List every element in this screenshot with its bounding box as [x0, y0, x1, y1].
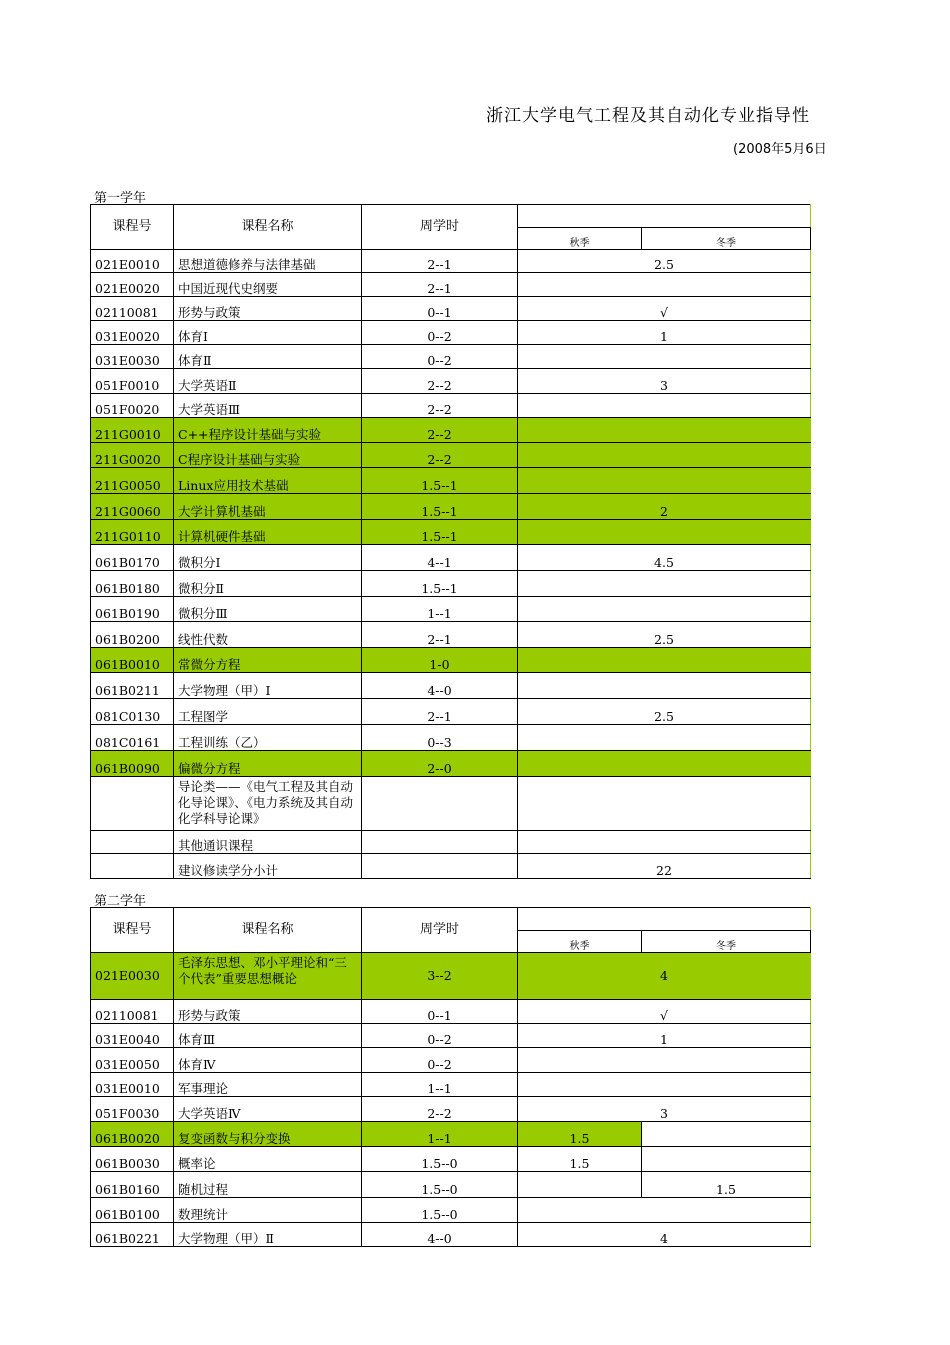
weekly-hours: 1--1 [362, 597, 518, 622]
course-name: 导论类——《电气工程及其自动化导论课》、《电力系统及其自动化学科导论课》 [174, 777, 362, 831]
credit [518, 443, 811, 468]
table-row [91, 1172, 811, 1198]
course-code: 021E0020 [91, 273, 174, 297]
course-name: 体育Ⅲ [174, 1024, 362, 1048]
table-row [91, 394, 811, 418]
header-semester [518, 205, 811, 228]
credit [518, 520, 811, 545]
year2-label: 第二学年 [94, 894, 147, 909]
course-name: 微积分Ⅱ [174, 571, 362, 597]
course-name: 形势与政策 [174, 297, 362, 321]
course-code: 061B0180 [91, 571, 174, 597]
credit-autumn [518, 1172, 642, 1198]
weekly-hours: 2--2 [362, 1097, 518, 1122]
course-code: 051F0020 [91, 394, 174, 418]
weekly-hours: 3--2 [362, 953, 518, 1000]
credit [518, 571, 811, 597]
credit: 4.5 [518, 545, 811, 571]
table-row [91, 468, 811, 494]
course-name: 形势与政策 [174, 1000, 362, 1024]
table-row [91, 1000, 811, 1024]
header-name: 课程名称 [174, 205, 362, 250]
credit-autumn: 1.5 [518, 1147, 642, 1172]
table-row [91, 1147, 811, 1172]
course-code: 021E0010 [91, 250, 174, 273]
credit [518, 345, 811, 369]
weekly-hours: 1--1 [362, 1122, 518, 1147]
table-row [91, 297, 811, 321]
course-name: 中国近现代史纲要 [174, 273, 362, 297]
table-row [91, 854, 811, 879]
course-name: 体育Ⅳ [174, 1048, 362, 1073]
weekly-hours [362, 831, 518, 854]
year1-table [90, 204, 811, 879]
credit: 22 [518, 854, 811, 879]
course-code: 031E0040 [91, 1024, 174, 1048]
course-code: 061B0010 [91, 648, 174, 673]
course-name: 数理统计 [174, 1198, 362, 1223]
credit-autumn: 1.5 [518, 1122, 642, 1147]
table-row [91, 831, 811, 854]
header-autumn: 秋季 [518, 227, 642, 250]
course-code: 031E0020 [91, 321, 174, 345]
date-note: (2008年5月6日 [733, 142, 827, 157]
header-hours: 周学时 [362, 908, 518, 953]
course-name: 建议修读学分小计 [174, 854, 362, 879]
credit: 2.5 [518, 699, 811, 725]
table-row [91, 1073, 811, 1097]
credit [518, 468, 811, 494]
course-name: Linux应用技术基础 [174, 468, 362, 494]
course-name: 大学计算机基础 [174, 494, 362, 520]
weekly-hours: 1.5--1 [362, 520, 518, 545]
weekly-hours: 0--1 [362, 1000, 518, 1024]
header-name: 课程名称 [174, 908, 362, 953]
course-name: 随机过程 [174, 1172, 362, 1198]
weekly-hours: 1.5--1 [362, 571, 518, 597]
header-winter: 冬季 [642, 930, 811, 953]
header-code: 课程号 [91, 908, 174, 953]
course-name: 复变函数与积分变换 [174, 1122, 362, 1147]
credit: 3 [518, 369, 811, 394]
table-row [91, 597, 811, 622]
weekly-hours: 4--0 [362, 673, 518, 699]
course-code: 031E0030 [91, 345, 174, 369]
course-name: 常微分方程 [174, 648, 362, 673]
weekly-hours: 1.5--1 [362, 494, 518, 520]
table-row [91, 1122, 811, 1147]
weekly-hours: 2--2 [362, 394, 518, 418]
table-row [91, 622, 811, 648]
course-name: 军事理论 [174, 1073, 362, 1097]
weekly-hours: 1.5--0 [362, 1147, 518, 1172]
weekly-hours: 0--1 [362, 297, 518, 321]
course-code: 061B0190 [91, 597, 174, 622]
table-row [91, 1097, 811, 1122]
table-row [91, 1048, 811, 1073]
header-row [91, 908, 811, 931]
table-row [91, 250, 811, 273]
weekly-hours: 2--2 [362, 443, 518, 468]
course-code: 211G0010 [91, 418, 174, 443]
credit-winter [642, 1147, 811, 1172]
credit [518, 831, 811, 854]
table-row [91, 1223, 811, 1247]
table-row [91, 953, 811, 1000]
course-name: 大学英语Ⅳ [174, 1097, 362, 1122]
course-name: 毛泽东思想、邓小平理论和“三个代表”重要思想概论 [174, 953, 362, 1000]
credit [518, 394, 811, 418]
course-code: 081C0130 [91, 699, 174, 725]
course-code: 051F0030 [91, 1097, 174, 1122]
course-name: 体育Ⅰ [174, 321, 362, 345]
table-row [91, 443, 811, 468]
course-code: 061B0200 [91, 622, 174, 648]
course-name: 大学物理（甲）Ⅱ [174, 1223, 362, 1247]
course-name: 概率论 [174, 1147, 362, 1172]
credit [518, 648, 811, 673]
credit [518, 673, 811, 699]
table-row [91, 494, 811, 520]
table-row [91, 321, 811, 345]
weekly-hours: 2--2 [362, 369, 518, 394]
header-row [91, 205, 811, 228]
course-code: 061B0221 [91, 1223, 174, 1247]
credit [518, 597, 811, 622]
course-code [91, 854, 174, 879]
credit: 2 [518, 494, 811, 520]
course-name: 大学英语Ⅱ [174, 369, 362, 394]
credit [518, 777, 811, 831]
credit-winter: 1.5 [642, 1172, 811, 1198]
weekly-hours: 0--2 [362, 1048, 518, 1073]
course-name: 线性代数 [174, 622, 362, 648]
table-row [91, 648, 811, 673]
table-row [91, 1024, 811, 1048]
course-code: 02110081 [91, 1000, 174, 1024]
credit [518, 1073, 811, 1097]
table-row [91, 418, 811, 443]
table-row [91, 673, 811, 699]
weekly-hours: 2--1 [362, 273, 518, 297]
header-winter: 冬季 [642, 227, 811, 250]
credit [518, 1198, 811, 1223]
course-code: 061B0211 [91, 673, 174, 699]
credit [518, 751, 811, 777]
year2-table [90, 907, 811, 1247]
table-row [91, 345, 811, 369]
year1-label: 第一学年 [94, 191, 147, 206]
credit: 4 [518, 1223, 811, 1247]
weekly-hours: 0--2 [362, 321, 518, 345]
course-code: 061B0100 [91, 1198, 174, 1223]
course-code: 061B0170 [91, 545, 174, 571]
credit [518, 1048, 811, 1073]
credit: 4 [518, 953, 811, 1000]
credit: √ [518, 1000, 811, 1024]
page-title: 浙江大学电气工程及其自动化专业指导性 [486, 106, 810, 126]
course-code: 081C0161 [91, 725, 174, 751]
weekly-hours: 1--1 [362, 1073, 518, 1097]
table-row [91, 1198, 811, 1223]
credit [518, 273, 811, 297]
weekly-hours [362, 854, 518, 879]
course-name: 计算机硬件基础 [174, 520, 362, 545]
table-row [91, 273, 811, 297]
course-name: 其他通识课程 [174, 831, 362, 854]
credit-winter [642, 1122, 811, 1147]
course-code: 02110081 [91, 297, 174, 321]
weekly-hours: 1-0 [362, 648, 518, 673]
course-code: 061B0020 [91, 1122, 174, 1147]
course-code [91, 831, 174, 854]
table-row [91, 777, 811, 831]
course-name: 工程图学 [174, 699, 362, 725]
weekly-hours: 2--1 [362, 250, 518, 273]
course-name: C程序设计基础与实验 [174, 443, 362, 468]
weekly-hours: 1.5--0 [362, 1198, 518, 1223]
course-name: 思想道德修养与法律基础 [174, 250, 362, 273]
course-code: 031E0010 [91, 1073, 174, 1097]
course-code: 211G0020 [91, 443, 174, 468]
header-code: 课程号 [91, 205, 174, 250]
credit: 3 [518, 1097, 811, 1122]
course-name: 微积分Ⅲ [174, 597, 362, 622]
course-code: 061B0090 [91, 751, 174, 777]
course-code: 021E0030 [91, 953, 174, 1000]
weekly-hours [362, 777, 518, 831]
course-name: 偏微分方程 [174, 751, 362, 777]
table-row [91, 725, 811, 751]
course-name: 工程训练（乙） [174, 725, 362, 751]
weekly-hours: 2--2 [362, 418, 518, 443]
course-name: 大学物理（甲）Ⅰ [174, 673, 362, 699]
weekly-hours: 0--2 [362, 1024, 518, 1048]
credit [518, 418, 811, 443]
credit: 2.5 [518, 622, 811, 648]
credit: 1 [518, 321, 811, 345]
weekly-hours: 0--3 [362, 725, 518, 751]
weekly-hours: 2--1 [362, 699, 518, 725]
course-name: 微积分Ⅰ [174, 545, 362, 571]
credit: 1 [518, 1024, 811, 1048]
course-code: 051F0010 [91, 369, 174, 394]
table-row [91, 545, 811, 571]
credit: 2.5 [518, 250, 811, 273]
weekly-hours: 2--0 [362, 751, 518, 777]
course-code: 211G0110 [91, 520, 174, 545]
weekly-hours: 1.5--0 [362, 1172, 518, 1198]
course-name: 体育Ⅱ [174, 345, 362, 369]
credit: √ [518, 297, 811, 321]
table-row [91, 520, 811, 545]
table-row [91, 571, 811, 597]
table-row [91, 751, 811, 777]
course-name: C++程序设计基础与实验 [174, 418, 362, 443]
credit [518, 725, 811, 751]
weekly-hours: 1.5--1 [362, 468, 518, 494]
course-code: 211G0050 [91, 468, 174, 494]
table-row [91, 369, 811, 394]
weekly-hours: 2--1 [362, 622, 518, 648]
table-row [91, 699, 811, 725]
course-name: 大学英语Ⅲ [174, 394, 362, 418]
header-hours: 周学时 [362, 205, 518, 250]
header-autumn: 秋季 [518, 930, 642, 953]
course-code: 061B0160 [91, 1172, 174, 1198]
course-code: 031E0050 [91, 1048, 174, 1073]
course-code: 061B0030 [91, 1147, 174, 1172]
header-semester [518, 908, 811, 931]
weekly-hours: 0--2 [362, 345, 518, 369]
weekly-hours: 4--0 [362, 1223, 518, 1247]
course-code [91, 777, 174, 831]
weekly-hours: 4--1 [362, 545, 518, 571]
course-code: 211G0060 [91, 494, 174, 520]
